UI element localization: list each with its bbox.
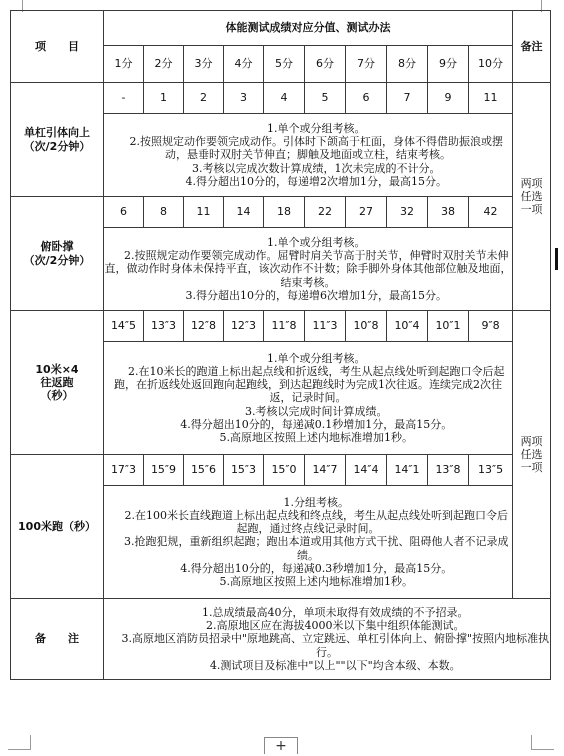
score-value: 11	[184, 197, 224, 228]
score-header: 5分	[264, 46, 305, 83]
score-value: 14″1	[387, 455, 428, 486]
method-line: 2.按照规定动作要领完成动作。引体时下颌高于杠面，身体不得借助振浪或摆动，悬垂时双肘关节伸直；脚触及地面或立柱，结束考核。	[129, 135, 504, 162]
pullup-method	[104, 114, 513, 197]
score-value: 11″8	[264, 311, 305, 342]
score-value: 13″8	[428, 455, 469, 486]
item-header: 项 目	[11, 11, 104, 83]
score-header: 2分	[144, 46, 184, 83]
score-value: 11″3	[305, 311, 346, 342]
item-unit: （秒）	[40, 389, 74, 403]
note-line: 2.高原地区应在海拔4000米以下集中组织体能测试。	[206, 619, 465, 633]
item-pushup	[11, 197, 104, 311]
score-header: 10分	[469, 46, 513, 83]
fitness-score-table	[10, 10, 551, 680]
score-value: 38	[428, 197, 469, 228]
crop-mark-bottom-right	[531, 735, 554, 750]
method-line: 3.抢跑犯规，重新组织起跑；跑出本道或用其他方式干扰、阻碍他人者不记录成绩。	[124, 535, 509, 562]
score-value: 14″7	[305, 455, 346, 486]
score-value: 10″8	[346, 311, 387, 342]
score-value: 32	[387, 197, 428, 228]
score-value: 7	[387, 83, 428, 114]
method-line: 5.高原地区按照上述内地标准增加1秒。	[219, 574, 414, 588]
remark-line: 两项	[520, 434, 543, 448]
score-value: 9	[428, 83, 469, 114]
score-value: 17″3	[104, 455, 144, 486]
method-line: 1.单个或分组考核。	[267, 236, 366, 250]
item-100m-run: 100米跑（秒）	[11, 455, 104, 599]
score-header: 9分	[428, 46, 469, 83]
remark-line: 任选	[520, 447, 543, 461]
remark-header: 备注	[513, 11, 551, 83]
method-line: 3.得分超出10分的，每递增6次增加1分，最高15分。	[185, 288, 448, 302]
note-line: 1.总成绩最高40分，单项未取得有效成绩的不予招录。	[202, 606, 469, 620]
add-row-button[interactable]: +	[264, 737, 298, 754]
item-pullup	[11, 83, 104, 197]
score-header: 7分	[346, 46, 387, 83]
score-value: 14″4	[346, 455, 387, 486]
method-line: 2.在10米长的跑道上标出起点线和折返线，考生从起点线处听到起跑口令后起跑，在折返线处返回跑向起跑线，到达起跑线时为完成1次往返。连续完成2次往返，记录时间。	[114, 365, 505, 405]
crop-mark-bottom-left	[8, 735, 31, 750]
score-value: 4	[264, 83, 305, 114]
score-header: 3分	[184, 46, 224, 83]
score-value: 3	[224, 83, 264, 114]
score-value: 15″0	[264, 455, 305, 486]
score-value: 27	[346, 197, 387, 228]
method-line: 5.高原地区按照上述内地标准增加1秒。	[219, 430, 414, 444]
method-line: 1.单个或分组考核。	[267, 122, 366, 136]
item-name: 往返跑	[40, 375, 74, 389]
score-value: 18	[264, 197, 305, 228]
item-shuttle-run	[11, 311, 104, 455]
item-name: 10米×4	[35, 362, 79, 376]
score-header: 1分	[104, 46, 144, 83]
score-value: 15″9	[144, 455, 184, 486]
text-cursor-marker	[555, 248, 558, 270]
score-value: 42	[469, 197, 513, 228]
score-value: 15″6	[184, 455, 224, 486]
method-line: 3.考核以完成时间计算成绩。	[245, 404, 388, 418]
score-value: 12″8	[184, 311, 224, 342]
score-header: 8分	[387, 46, 428, 83]
item-name: 俯卧撑	[40, 240, 74, 254]
score-value: 12″3	[224, 311, 264, 342]
score-value: -	[104, 83, 144, 114]
shuttle-method	[104, 342, 513, 455]
remark-line: 一项	[520, 203, 543, 217]
run100-method	[104, 486, 513, 599]
item-unit: （次/2分钟）	[23, 253, 91, 267]
score-value: 15″3	[224, 455, 264, 486]
score-value: 14″5	[104, 311, 144, 342]
score-header: 4分	[224, 46, 264, 83]
item-unit: （次/2分钟）	[23, 139, 91, 153]
score-value: 6	[346, 83, 387, 114]
score-value: 13″5	[469, 455, 513, 486]
notes-content	[104, 599, 551, 680]
pushup-method	[104, 228, 513, 311]
score-value: 2	[184, 83, 224, 114]
score-value: 14	[224, 197, 264, 228]
score-header: 6分	[305, 46, 346, 83]
method-line: 3.考核以完成次数计算成绩，1次未完成的不计分。	[192, 161, 441, 175]
score-value: 5	[305, 83, 346, 114]
method-line: 2.在100米长直线跑道上标出起点线和终点线，考生从起点线处听到起跑口令后起跑，通过终点线记录时间。	[124, 509, 509, 536]
notes-label: 备 注	[11, 599, 104, 680]
method-line: 2.按照规定动作要领完成动作。屈臂时肩关节高于肘关节，伸臂时双肘关节未伸直，做动作时身体未保持平直，该次动作不计数；除手脚外身体其他部位触及地面，结束考核。	[104, 249, 512, 289]
remark-line: 一项	[520, 461, 543, 475]
score-value: 9″8	[469, 311, 513, 342]
remark-line: 任选	[520, 189, 543, 203]
score-value: 6	[104, 197, 144, 228]
method-line: 4.得分超出10分的，每递减0.3秒增加1分，最高15分。	[180, 561, 453, 575]
group-remark-2	[513, 311, 551, 599]
method-line: 1.分组考核。	[283, 495, 350, 509]
group-remark-1	[513, 83, 551, 311]
table-title: 体能测试成绩对应分值、测试办法	[104, 11, 513, 46]
score-value: 10″1	[428, 311, 469, 342]
method-line: 4.得分超出10分的，每递增2次增加1分，最高15分。	[185, 174, 448, 188]
score-value: 22	[305, 197, 346, 228]
note-line: 3.高原地区消防员招录中"原地跳高、立定跳远、单杠引体向上、俯卧撑"按照内地标准执行。	[121, 632, 550, 659]
remark-line: 两项	[520, 176, 543, 190]
method-line: 1.单个或分组考核。	[267, 351, 366, 365]
score-value: 10″4	[387, 311, 428, 342]
score-value: 13″3	[144, 311, 184, 342]
item-name: 单杠引体向上	[24, 126, 90, 140]
method-line: 4.得分超出10分的，每递减0.1秒增加1分，最高15分。	[180, 417, 453, 431]
score-value: 11	[469, 83, 513, 114]
note-line: 4.测试项目及标准中"以上""以下"均含本级、本数。	[209, 658, 461, 672]
score-value: 1	[144, 83, 184, 114]
score-value: 8	[144, 197, 184, 228]
